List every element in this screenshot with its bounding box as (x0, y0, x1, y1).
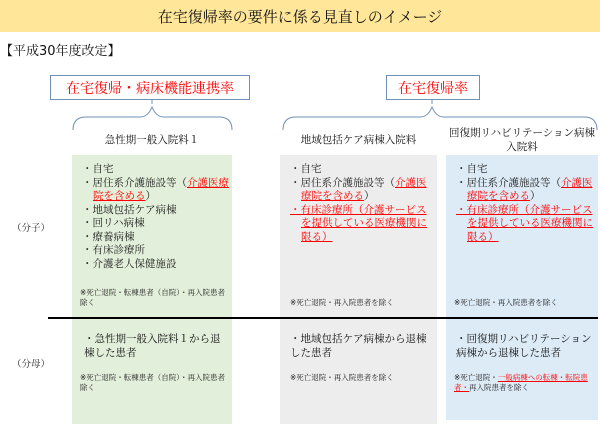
denominator-text-community-care: ・地域包括ケア病棟から退棟した患者 (290, 333, 427, 359)
rate-box-right-label: 在宅復帰率 (398, 80, 468, 97)
denominator-note-community-care: ※死亡退院・再入院患者を除く (290, 373, 394, 382)
numerator-list-rehab (456, 163, 596, 244)
column-title-acute: 急性期一般入院料１ (104, 134, 200, 146)
list-item: ・有床診療所（介護サービスを提供している医療機関に限る） (290, 203, 427, 243)
denominator-text-rehab: ・回復期リハビリテーション病棟から退棟した患者 (456, 333, 592, 359)
numerator-note-acute: ※死亡退院・転棟患者（自院）・再入院患者除く (80, 288, 226, 307)
numerator-note-rehab: ※死亡退院・再入院患者を除く (454, 298, 558, 307)
list-item: ・有床診療所 (82, 244, 145, 256)
rate-box-left-label: 在宅復帰・病床機能連携率 (66, 80, 234, 97)
denominator-text-acute: ・急性期一般入院料１から退棟した患者 (84, 333, 221, 359)
list-item: ・居住系介護施設等（介護医療院を含める） (290, 176, 427, 202)
list-item: ・介護老人保健施設 (82, 257, 177, 270)
list-item: ・居住系介護施設等（介護医療院を含める） (82, 176, 229, 202)
denominator-note-acute: ※死亡退院・転棟患者（自院）・再入院患者除く (80, 373, 226, 392)
revision-label: 【平成30年度改定】 (0, 44, 121, 59)
left-brace (73, 107, 232, 130)
numerator-note-community-care: ※死亡退院・再入院患者を除く (290, 298, 394, 307)
numerator-denominator-divider (48, 317, 598, 319)
page-title: 在宅復帰率の要件に係る見直しのイメージ (157, 7, 443, 26)
column-title-community-care: 地域包括ケア病棟入院料 (300, 134, 417, 146)
column-title-rehab: 回復期リハビリテーション病棟入院料 (448, 127, 596, 153)
list-item: ・回リハ病棟 (82, 217, 145, 229)
list-item: ・有床診療所（介護サービスを提供している医療機関に限る） (456, 203, 593, 243)
numerator-list-community-care (290, 163, 432, 244)
row-label-denominator: （分母） (12, 359, 51, 370)
numerator-list-acute (82, 163, 230, 271)
list-item: ・自宅 (456, 163, 488, 175)
list-item: ・自宅 (290, 163, 322, 175)
list-item: ・自宅 (82, 163, 114, 175)
row-label-numerator: （分子） (12, 223, 51, 234)
list-item: ・地域包括ケア病棟 (82, 203, 177, 216)
denominator-note-rehab: ※死亡退院・一般病棟への転棟・転院患者・再入院患者を除く (454, 373, 588, 392)
list-item: ・療養病棟 (82, 230, 135, 243)
list-item: ・居住系介護施設等（介護医療院を含める） (456, 176, 593, 202)
